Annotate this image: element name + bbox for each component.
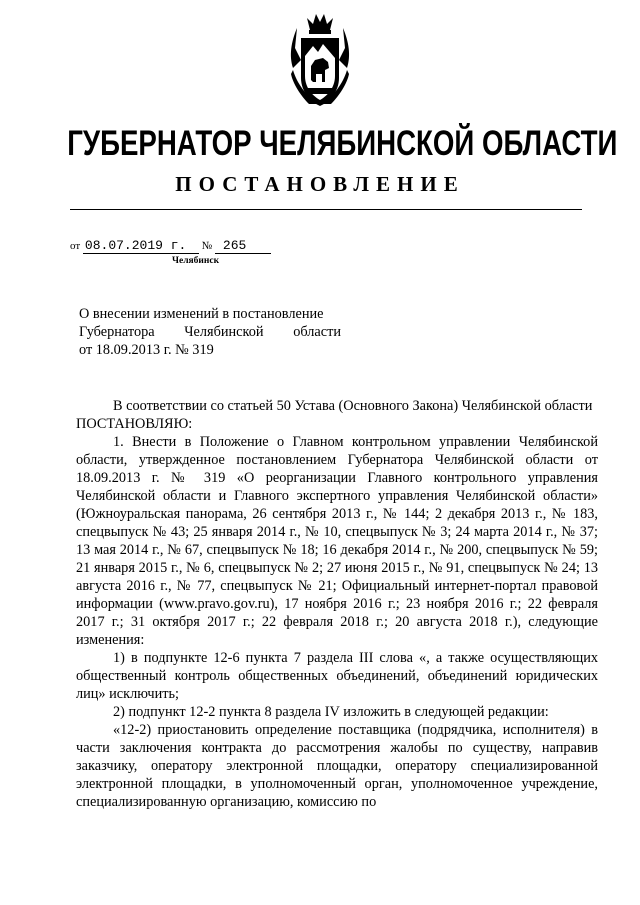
document-subject [79, 305, 341, 359]
preamble-paragraph: В соответствии со статьей 50 Устава (Основного Закона) Челябинской области [113, 398, 593, 414]
city-label: Челябинск [172, 256, 220, 266]
subject-line-2: Губернатора Челябинской области [79, 324, 341, 340]
subject-line-1: О внесении изменений в постановление [79, 306, 324, 322]
item-1-paragraph: 1. Внести в Положение о Главном контрольном управлении Челябинской области, утвержденное постановлением Губернатора Челябинской области от 18.09.2013 г. № 319 «О реорганизации Главного контрольного управления Челябинской области и Главного экспертного управления Челябинской области» (Южноуральская панорама, 26 сентября 2013 г., № 144; 2 декабря 2013 г., № 183, спецвыпуск № 43; 25 января 2014 г., № 10, спецвыпуск № 3; 24 марта 2014 г., № 37; 13 мая 2014 г., № 67, спецвыпуск № 18; 16 декабря 2014 г., № 200, спецвыпуск № 59; 21 января 2015 г., № 6, спецвыпуск № 2; 27 июня 2015 г., № 91, спецвыпуск № 24; 13 августа 2016 г., № 77, спецвыпуск № 21; Официальный интернет-портал правовой информации (www.pravo.gov.ru), 17 ноября 2016 г.; 23 ноября 2016 г.; 22 февраля 2017 г.; 31 октября 2017 г.; 22 февраля 2018 г.; 20 августа 2018 г.), следующие изменения: [76, 434, 598, 648]
quoted-text-paragraph: «12-2) приостановить определение поставщика (подрядчика, исполнителя) в части заключения контракта до рассмотрения жалобы по существу, направив заказчику, оператору электронной площадки, оператору специализированной электронной площадки, в уполномоченный орган, уполномоченное учреждение, специализированную организацию, комиссию по [76, 722, 598, 810]
document-title: ГУБЕРНАТОР ЧЕЛЯБИНСКОЙ ОБЛАСТИ [67, 124, 618, 163]
coat-of-arms-emblem [283, 8, 357, 110]
header-divider [70, 209, 582, 210]
subject-line-3: от 18.09.2013 г. № 319 [79, 342, 214, 358]
resolves-heading: ПОСТАНОВЛЯЮ: [76, 416, 193, 432]
document-body [76, 397, 598, 811]
number-sign: № [201, 240, 213, 252]
date-number-line [70, 238, 271, 254]
subitem-1-paragraph: 1) в подпункте 12-6 пункта 7 раздела III слова «, а также осуществляющих общественный контроль общественных объединений, объединений юридических лиц» исключить; [76, 650, 598, 702]
document-type: ПОСТАНОВЛЕНИЕ [175, 172, 465, 196]
from-prefix: от [70, 240, 81, 252]
document-date: 08.07.2019 г. [83, 238, 199, 254]
document-number: 265 [215, 238, 271, 254]
subitem-2-paragraph: 2) подпункт 12-2 пункта 8 раздела IV изложить в следующей редакции: [113, 704, 549, 720]
